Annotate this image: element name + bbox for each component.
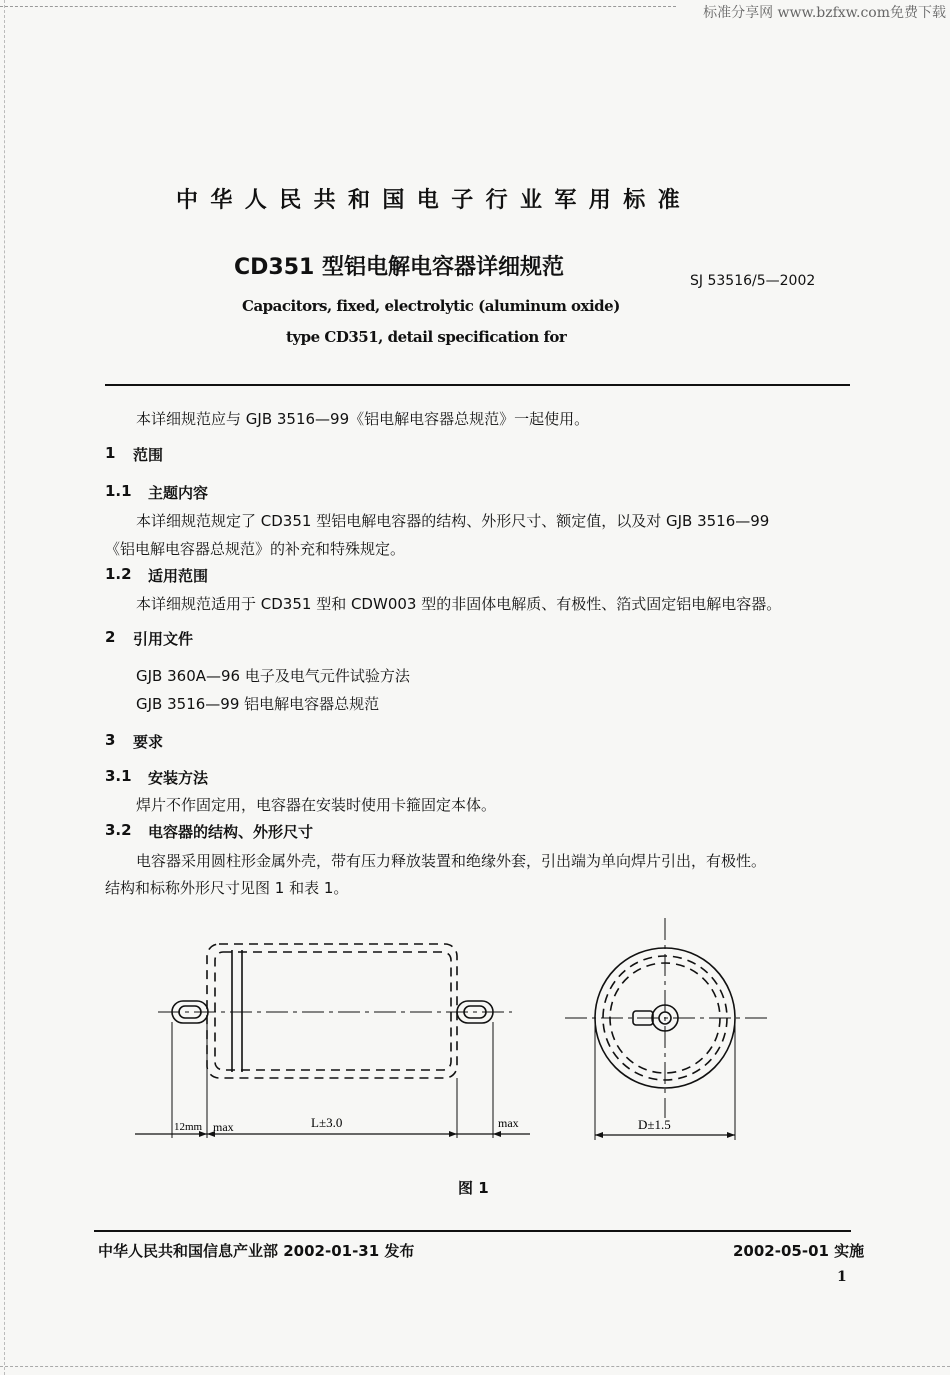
dim-max-left-label: max	[213, 1120, 234, 1134]
intro-paragraph: 本详细规范应与 GJB 3516—99《铝电解电容器总规范》一起使用。	[136, 410, 590, 428]
capacitor-body-outline	[207, 944, 457, 1078]
watermark: 标准分享网 www.bzfxw.com免费下载	[703, 5, 946, 21]
footer-rule	[94, 1230, 851, 1232]
section-3-2-number: 3.2	[105, 821, 132, 839]
section-1-2-text: 本详细规范适用于 CD351 型和 CDW003 型的非固体电解质、有极性、箔式固定铝电解电容器。	[136, 595, 782, 613]
reference-1: GJB 360A—96 电子及电气元件试验方法	[136, 667, 410, 685]
page-number: 1	[837, 1269, 847, 1285]
section-1-1-text-line1: 本详细规范规定了 CD351 型铝电解电容器的结构、外形尺寸、额定值，以及对 GJB 3516—99	[136, 512, 770, 530]
standard-category-title: 中华人民共和国电子行业军用标准	[176, 188, 693, 213]
section-2-number: 2	[105, 628, 116, 646]
dim-length-label: L±3.0	[311, 1115, 343, 1130]
dim-max-right-label: max	[498, 1116, 519, 1130]
section-3-1-text: 焊片不作固定用，电容器在安装时使用卡箍固定本体。	[136, 796, 497, 814]
document-title: CD351 型铝电解电容器详细规范	[234, 255, 564, 280]
english-title-line2: type CD351, detail specification for	[286, 328, 567, 346]
section-1-number: 1	[105, 444, 116, 462]
section-3-2-title: 电容器的结构、外形尺寸	[148, 823, 314, 841]
header-rule	[105, 384, 850, 386]
section-1-1-text-line2: 《铝电解电容器总规范》的补充和特殊规定。	[105, 540, 406, 558]
capacitor-body-inner	[215, 952, 451, 1070]
scan-border-top	[0, 6, 676, 7]
capacitor-outline-drawing	[0, 900, 950, 1170]
section-1-1-title: 主题内容	[148, 484, 209, 502]
section-3-number: 3	[105, 731, 116, 749]
section-3-2-text-line1: 电容器采用圆柱形金属外壳，带有压力释放装置和绝缘外套，引出端为单向焊片引出，有极性。	[136, 852, 767, 870]
section-2-title: 引用文件	[133, 630, 194, 648]
section-3-title: 要求	[133, 733, 164, 751]
figure-caption: 图 1	[458, 1179, 489, 1197]
section-3-2-text-line2: 结构和标称外形尺寸见图 1 和表 1。	[105, 879, 349, 897]
dim-12mm-label: 12mm	[174, 1121, 203, 1133]
section-3-1-title: 安装方法	[148, 769, 209, 787]
issue-statement: 中华人民共和国信息产业部 2002-01-31 发布	[98, 1242, 415, 1260]
scan-border-bottom	[0, 1366, 950, 1367]
section-1-2-title: 适用范围	[148, 567, 209, 585]
section-1-1-number: 1.1	[105, 482, 132, 500]
effective-date: 2002-05-01 实施	[733, 1242, 865, 1260]
section-3-1-number: 3.1	[105, 767, 132, 785]
section-1-2-number: 1.2	[105, 565, 132, 583]
document-code: SJ 53516/5—2002	[690, 273, 816, 289]
section-1-title: 范围	[133, 446, 164, 464]
english-title-line1: Capacitors, fixed, electrolytic (aluminum oxide)	[242, 297, 620, 315]
dim-diameter-label: D±1.5	[638, 1117, 671, 1132]
reference-2: GJB 3516—99 铝电解电容器总规范	[136, 695, 380, 713]
